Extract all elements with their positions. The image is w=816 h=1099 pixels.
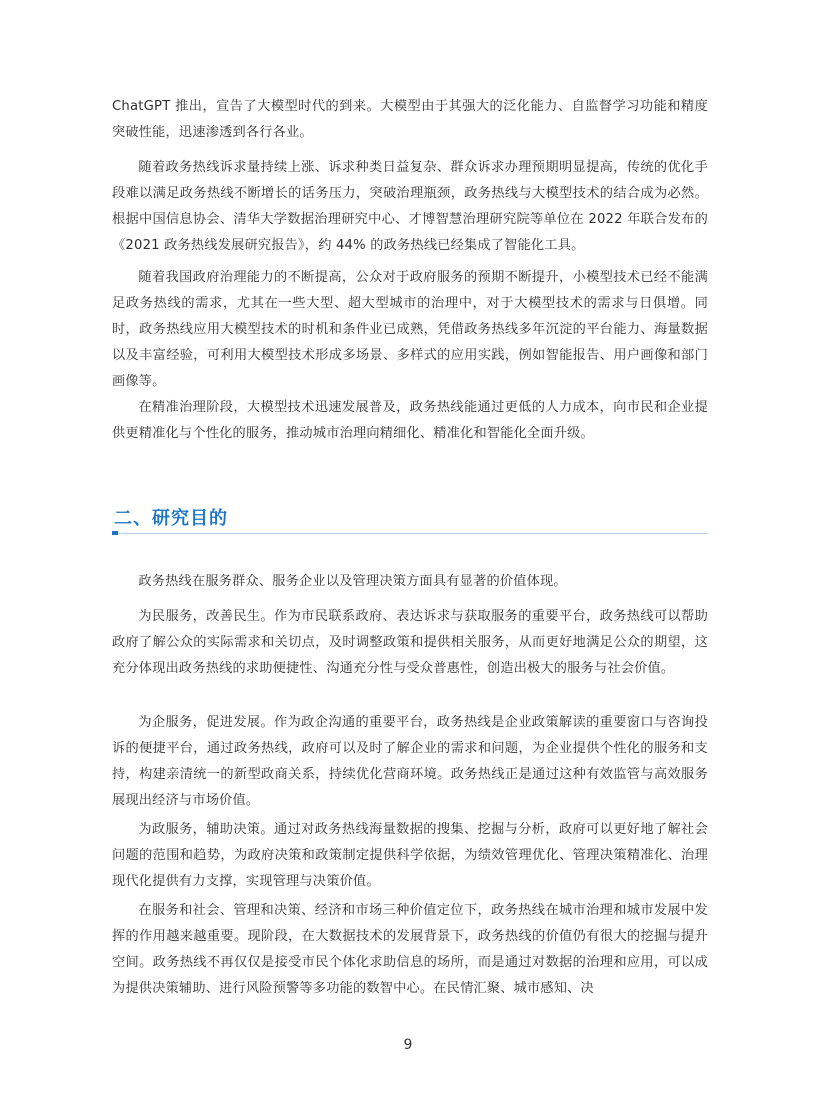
paragraph-hotline-pressure: 随着政务热线诉求量持续上涨、诉求种类日益复杂、群众诉求办理预期明显提高，传统的优化手段难以满足政务热线不断增长的话务压力，突破治理瓶颈，政务热线与大模型技术的结合成为必然。根据中国信息协会、清华大学数据治理研究中心、才博智慧治理研究院等单位在 2022 年联合发布的《2021 政务热线发展研究报告》，约 44% 的政务热线已经集成了智能化工具。 xyxy=(112,160,708,253)
section-heading-title: 二、研究目的 xyxy=(114,508,228,529)
page-number: 9 xyxy=(403,1037,413,1053)
paragraph-value-overview: 政务热线在服务群众、服务企业以及管理决策方面具有显著的价值体现。 xyxy=(138,574,567,589)
paragraph-chatgpt: ChatGPT 推出，宣告了大模型时代的到来。大模型由于其强大的泛化能力、自监督学习功能和精度突破性能，迅速渗透到各行各业。 xyxy=(112,99,708,140)
section-heading xyxy=(112,500,708,538)
paragraph-governance-capability: 随着我国政府治理能力的不断提高，公众对于政府服务的预期不断提升，小模型技术已经不能满足政务热线的需求，尤其在一些大型、超大型城市的治理中，对于大模型技术的需求与日俱增。同时，政务热线应用大模型技术的时机和条件业已成熟，凭借政务热线多年沉淀的平台能力、海量数据以及丰富经验，可利用大模型技术形成多场景、多样式的应用实践，例如智能报告、用户画像和部门画像等。 xyxy=(112,270,708,389)
paragraph-serve-people: 为民服务，改善民生。作为市民联系政府、表达诉求与获取服务的重要平台，政务热线可以帮助政府了解公众的实际需求和关切点，及时调整政策和提供相关服务，从而更好地满足公众的期望，这充分体现出政务热线的求助便捷性、沟通充分性与受众普惠性，创造出极大的服务与社会价值。 xyxy=(112,609,708,676)
paragraph-value-positioning: 在服务和社会、管理和决策、经济和市场三种价值定位下，政务热线在城市治理和城市发展中发挥的作用越来越重要。现阶段，在大数据技术的发展背景下，政务热线的价值仍有很大的挖掘与提升空间。政务热线不再仅仅是接受市民个体化求助信息的场所，而是通过对数据的治理和应用，可以成为提供决策辅助、进行风险预警等多功能的数智中心。在民情汇聚、城市感知、决 xyxy=(112,903,708,996)
heading-accent-mark xyxy=(112,531,118,535)
paragraph-serve-government: 为政服务，辅助决策。通过对政务热线海量数据的搜集、挖掘与分析，政府可以更好地了解社会问题的范围和趋势，为政府决策和政策制定提供科学依据，为绩效管理优化、管理决策精准化、治理现代化提供有力支撑，实现管理与决策价值。 xyxy=(112,822,708,889)
paragraph-serve-enterprises: 为企服务，促进发展。作为政企沟通的重要平台，政务热线是企业政策解读的重要窗口与咨询投诉的便捷平台，通过政务热线，政府可以及时了解企业的需求和问题，为企业提供个性化的服务和支持，构建亲清统一的新型政商关系，持续优化营商环境。政务热线正是通过这种有效监管与高效服务展现出经济与市场价值。 xyxy=(112,715,708,808)
heading-divider xyxy=(112,533,708,534)
paragraph-precise-governance: 在精准治理阶段，大模型技术迅速发展普及，政务热线能通过更低的人力成本，向市民和企业提供更精准化与个性化的服务，推动城市治理向精细化、精准化和智能化全面升级。 xyxy=(112,400,708,441)
